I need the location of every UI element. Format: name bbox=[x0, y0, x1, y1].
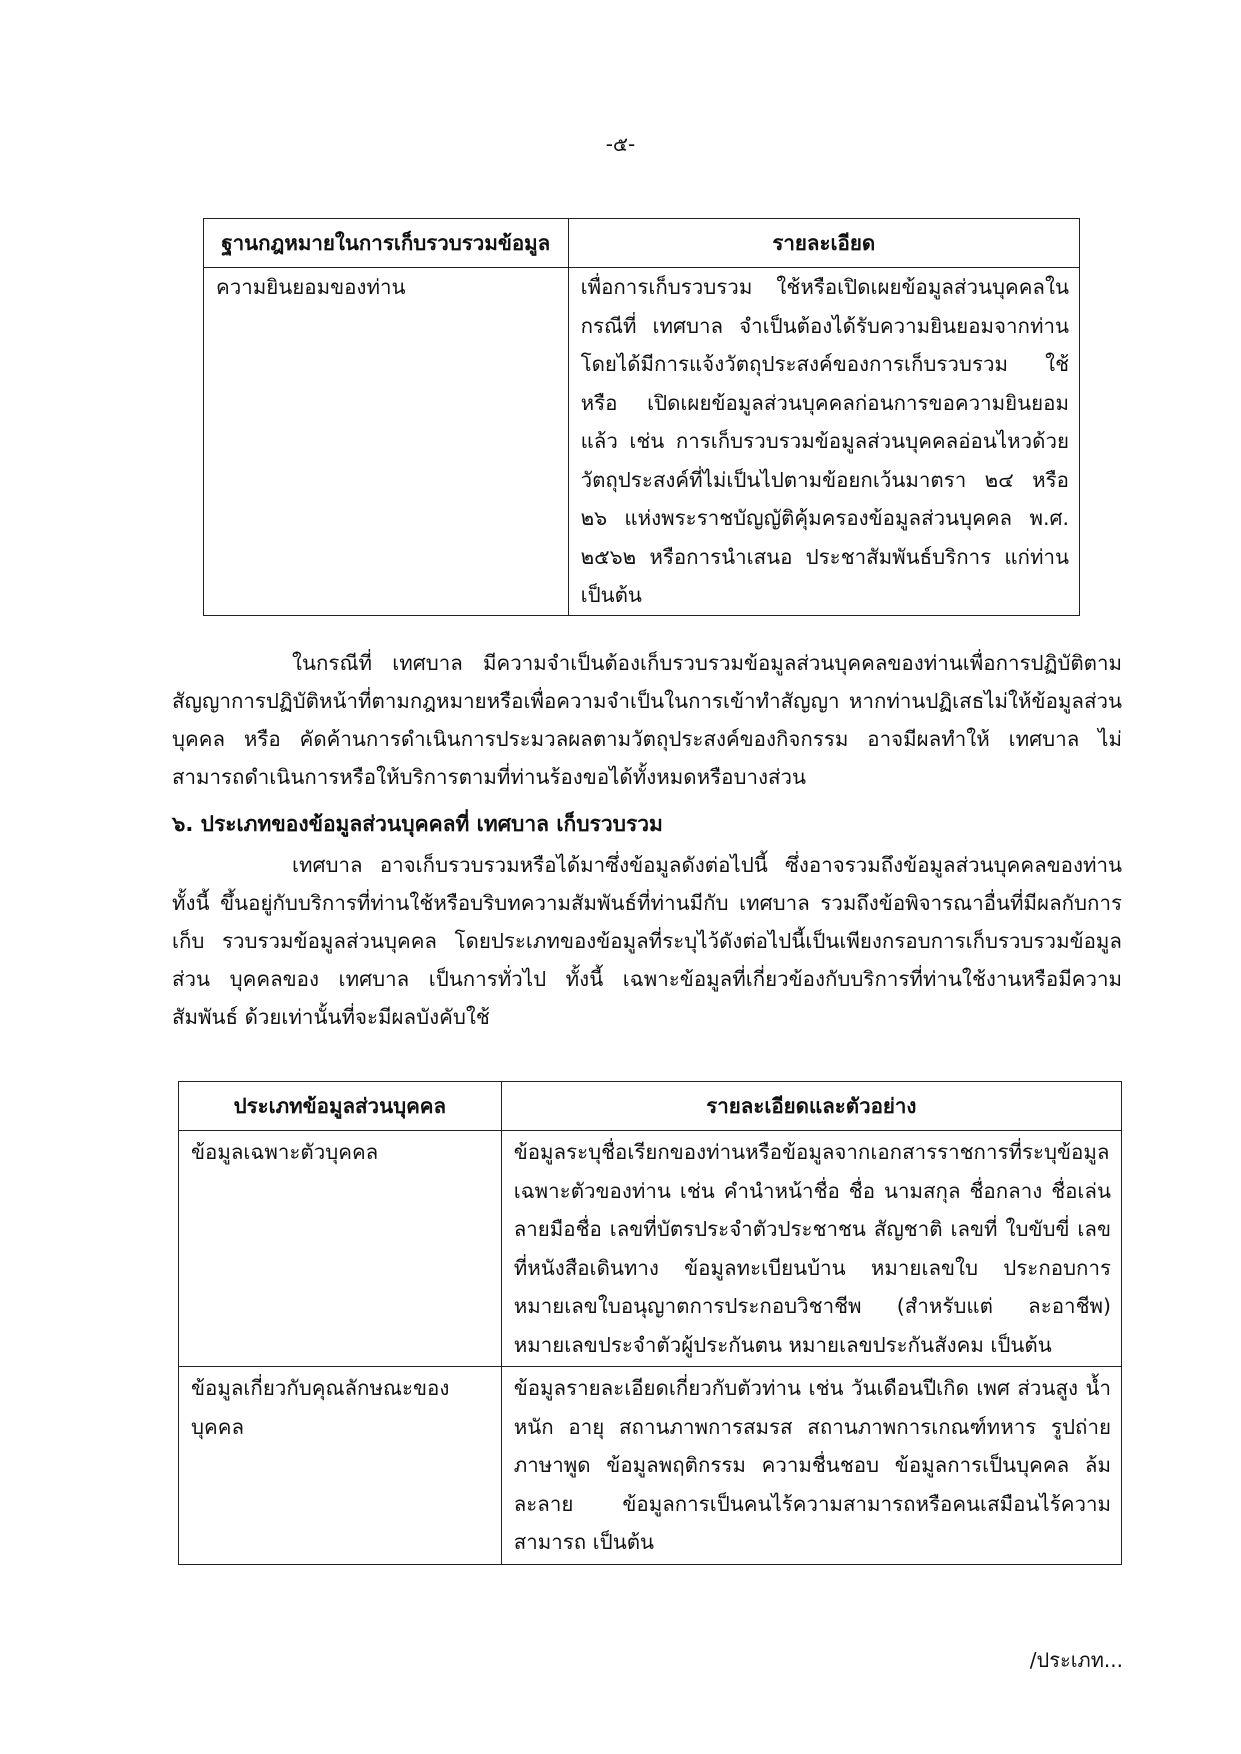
data-type-cell: ข้อมูลเฉพาะตัวบุคคล bbox=[179, 1131, 502, 1367]
legal-basis-table bbox=[203, 218, 1080, 616]
paragraph-text: เทศบาล อาจเก็บรวบรวมหรือได้มาซึ่งข้อมูลดังต่อไปนี้ ซึ่งอาจรวมถึงข้อมูลส่วนบุคคลของท่าน ทั้งนี้ ขึ้นอยู่กับบริการที่ท่านใช้หรือบริบทความสัมพันธ์ที่ท่านมีกับ เทศบาล รวมถึงข้อพิจารณาอื่นที่มีผลกับการเก็บ รวบรวมข้อมูลส่วนบุคคล โดยประเภทของข้อมูลที่ระบุไว้ดังต่อไปนี้เป็นเพียงกรอบการเก็บรวบรวมข้อมูลส่วน บุคคลของ เทศบาล เป็นการทั่วไป ทั้งนี้ เฉพาะข้อมูลที่เกี่ยวข้องกับบริการที่ท่านใช้งานหรือมีความสัมพันธ์ ด้วยเท่านั้นที่จะมีผลบังคับใช้ bbox=[172, 853, 1122, 1029]
column-header-detail-example: รายละเอียดและตัวอย่าง bbox=[501, 1082, 1121, 1131]
column-header-legal-basis: ฐานกฎหมายในการเก็บรวบรวมข้อมูล bbox=[204, 219, 569, 268]
detail-cell: ข้อมูลรายละเอียดเกี่ยวกับตัวท่าน เช่น วันเดือนปีเกิด เพศ ส่วนสูง น้ำหนัก อายุ สถานภาพการสมรส สถานภาพการเกณฑ์ทหาร รูปถ่าย ภาษาพูด ข้อมูลพฤติกรรม ความชื่นชอบ ข้อมูลการเป็นบุคคล ล้มละลาย ข้อมูลการเป็นคนไร้ความสามารถหรือคนเสมือนไร้ความสามารถ เป็นต้น bbox=[501, 1367, 1121, 1565]
detail-cell: ข้อมูลระบุชื่อเรียกของท่านหรือข้อมูลจากเอกสารราชการที่ระบุข้อมูลเฉพาะตัวของท่าน เช่น คำนำหน้าชื่อ ชื่อ นามสกุล ชื่อกลาง ชื่อเล่น ลายมือชื่อ เลขที่บัตรประจำตัวประชาชน สัญชาติ เลขที่ ใบขับขี่ เลขที่หนังสือเดินทาง ข้อมูลทะเบียนบ้าน หมายเลขใบ ประกอบการ หมายเลขใบอนุญาตการประกอบวิชาชีพ (สำหรับแต่ ละอาชีพ) หมายเลขประจำตัวผู้ประกันตน หมายเลขประกันสังคม เป็นต้น bbox=[501, 1131, 1121, 1367]
page-number: -๕- bbox=[605, 132, 636, 156]
column-header-detail: รายละเอียด bbox=[568, 219, 1079, 268]
table-row bbox=[179, 1131, 1122, 1367]
data-type-table bbox=[178, 1081, 1122, 1565]
continuation-marker: /ประเภท... bbox=[1029, 1648, 1123, 1672]
refusal-consequence-paragraph bbox=[172, 644, 1122, 796]
section-intro-paragraph bbox=[172, 846, 1122, 1036]
table-header-row bbox=[179, 1082, 1122, 1131]
legal-basis-cell: ความยินยอมของท่าน bbox=[204, 268, 569, 616]
section-heading: ๖. ประเภทของข้อมูลส่วนบุคคลที่ เทศบาล เก็บรวบรวม bbox=[172, 812, 663, 836]
detail-cell: เพื่อการเก็บรวบรวม ใช้หรือเปิดเผยข้อมูลส่วนบุคคลในกรณีที่ เทศบาล จำเป็นต้องได้รับความยินยอมจากท่าน โดยได้มีการแจ้งวัตถุประสงค์ของการเก็บรวบรวม ใช้หรือ เปิดเผยข้อมูลส่วนบุคคลก่อนการขอความยินยอมแล้ว เช่น การเก็บรวบรวมข้อมูลส่วนบุคคลอ่อนไหวด้วยวัตถุประสงค์ที่ไม่เป็นไปตามข้อยกเว้นมาตรา ๒๔ หรือ ๒๖ แห่งพระราชบัญญัติคุ้มครองข้อมูลส่วนบุคคล พ.ศ. ๒๕๖๒ หรือการนำเสนอ ประชาสัมพันธ์บริการ แก่ท่านเป็นต้น bbox=[568, 268, 1079, 616]
table-row bbox=[204, 268, 1080, 616]
column-header-data-type: ประเภทข้อมูลส่วนบุคคล bbox=[179, 1082, 502, 1131]
table-header-row bbox=[204, 219, 1080, 268]
table-row bbox=[179, 1367, 1122, 1565]
paragraph-text: ในกรณีที่ เทศบาล มีความจำเป็นต้องเก็บรวบรวมข้อมูลส่วนบุคคลของท่านเพื่อการปฏิบัติตามสัญญาการปฏิบัติหน้าที่ตามกฎหมายหรือเพื่อความจำเป็นในการเข้าทำสัญญา หากท่านปฏิเสธไม่ให้ข้อมูลส่วนบุคคล หรือ คัดค้านการดำเนินการประมวลผลตามวัตถุประสงค์ของกิจกรรม อาจมีผลทำให้ เทศบาล ไม่สามารถดำเนินการหรือให้บริการตามที่ท่านร้องขอได้ทั้งหมดหรือบางส่วน bbox=[172, 651, 1122, 789]
data-type-cell: ข้อมูลเกี่ยวกับคุณลักษณะของบุคคล bbox=[179, 1367, 502, 1565]
